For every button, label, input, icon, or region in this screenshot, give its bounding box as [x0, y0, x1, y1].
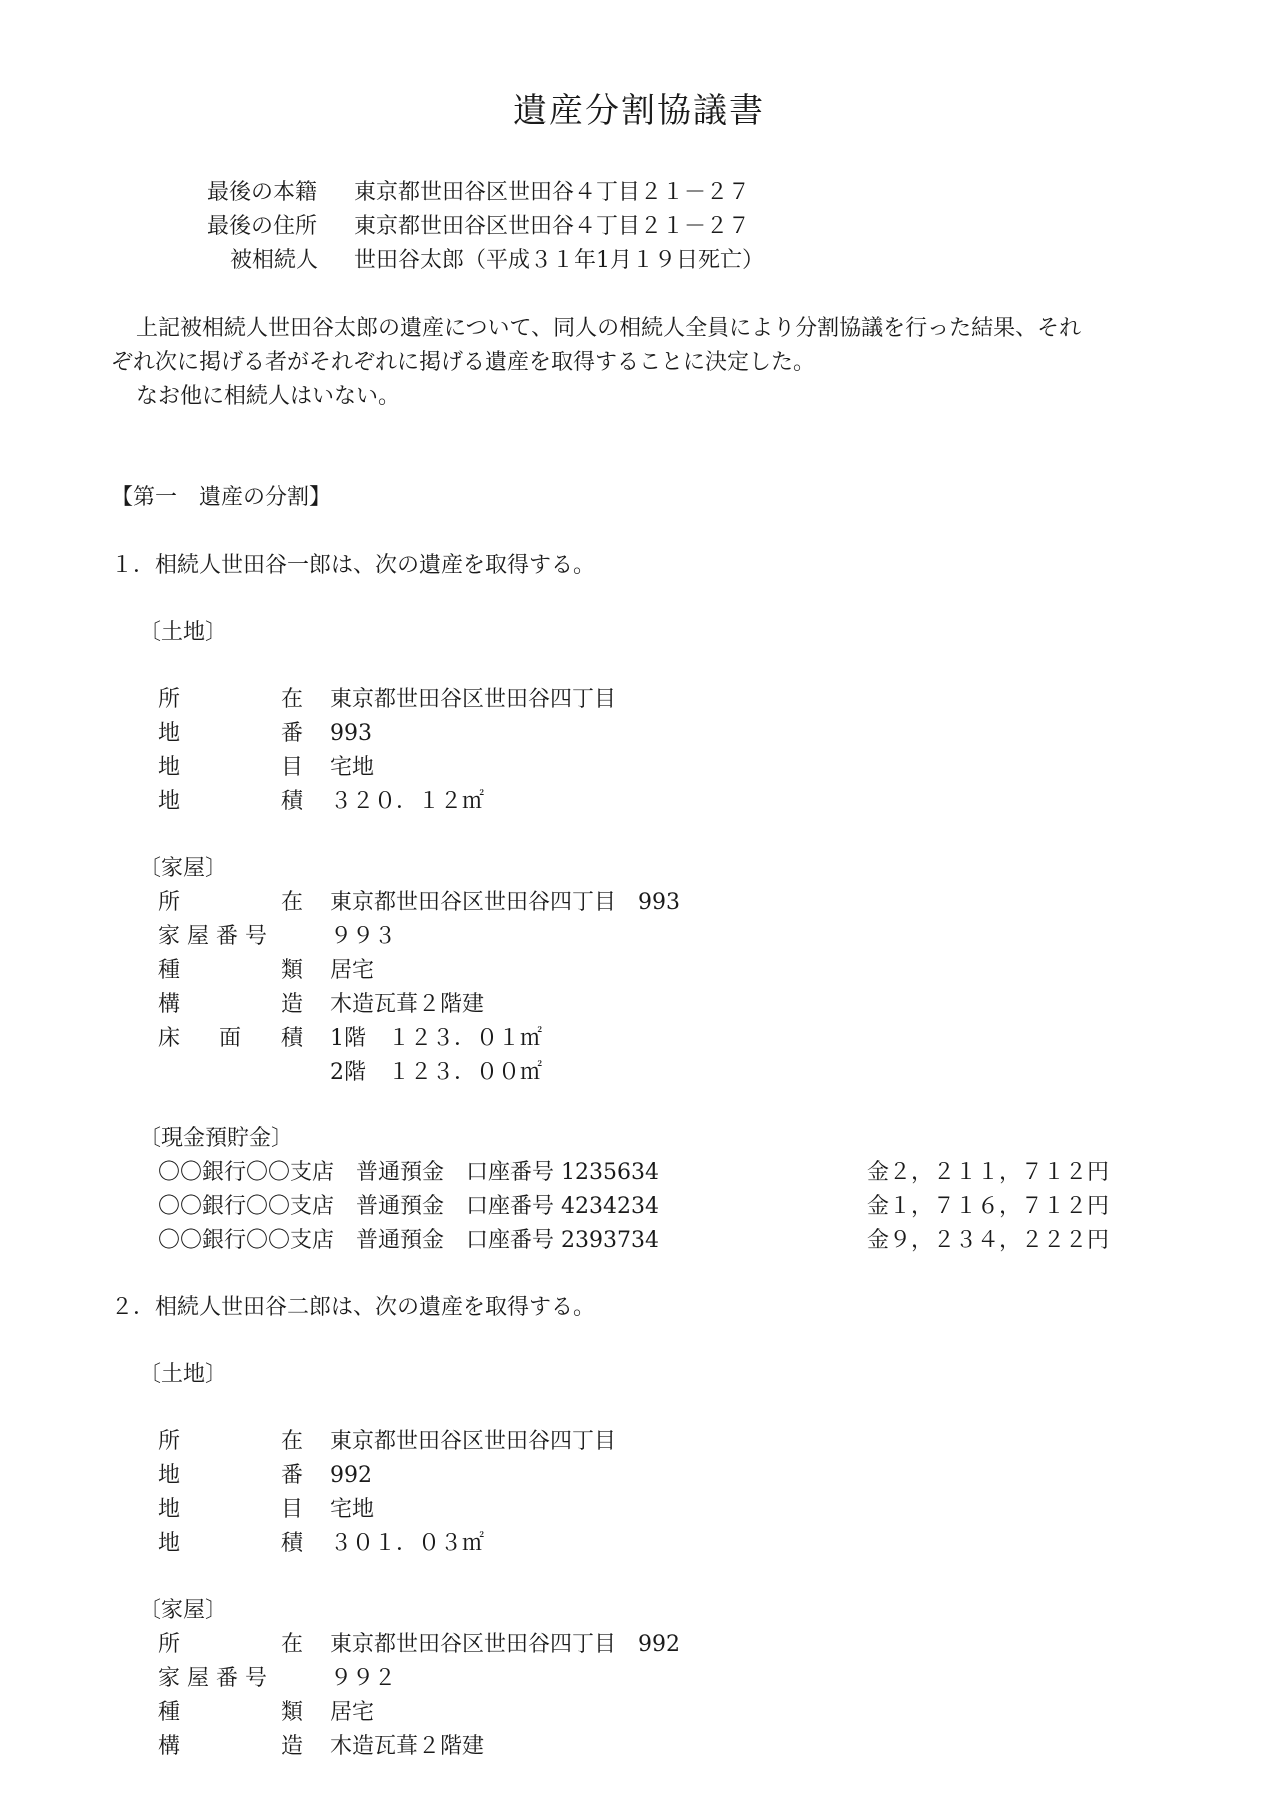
address-value: 東京都世田谷区世田谷４丁目２１－２７: [354, 214, 751, 239]
decedent-value: 世田谷太郎（平成３１年1月１９日死亡）: [354, 248, 764, 273]
land2-label-1b: 在: [281, 1429, 304, 1454]
intro-line-2: ぞれ次に掲げる者がそれぞれに掲げる遺産を取得することに決定した。: [111, 350, 816, 375]
house2-struct-label-b: 造: [281, 1734, 304, 1759]
cash-row-1-desc: 〇〇銀行〇〇支店 普通預金 口座番号 1235634: [158, 1160, 659, 1185]
document-title: 遺産分割協議書: [513, 91, 765, 131]
domicile-label: 最後の本籍: [207, 180, 318, 205]
heir-2-heading: ２．相続人世田谷二郎は、次の遺産を取得する。: [111, 1295, 596, 1320]
house-location-value: 東京都世田谷区世田谷四丁目 993: [330, 890, 680, 915]
house2-structure-value: 木造瓦葺２階建: [330, 1734, 485, 1759]
land-area-value: ３２０．１２㎡: [330, 789, 485, 814]
house2-loc-label-b: 在: [281, 1632, 304, 1657]
section-1-heading: 【第一 遺産の分割】: [111, 485, 332, 510]
house2-location-value: 東京都世田谷区世田谷四丁目 992: [330, 1632, 680, 1657]
domicile-value: 東京都世田谷区世田谷４丁目２１－２７: [354, 180, 751, 205]
house-area-label-b: 面: [219, 1026, 242, 1051]
house-type-label-a: 種: [158, 958, 181, 983]
land2-label-4b: 積: [281, 1531, 304, 1556]
heir-2-land-heading: 〔土地〕: [139, 1362, 228, 1387]
land2-label-3b: 目: [281, 1497, 304, 1522]
land-category-value: 宅地: [330, 755, 375, 780]
cash-row-2-amount: 金１，７１６，７１２円: [867, 1194, 1110, 1219]
house-struct-label-a: 構: [158, 992, 181, 1017]
land-label-2b: 番: [281, 721, 304, 746]
land-label-3b: 目: [281, 755, 304, 780]
house2-loc-label-a: 所: [158, 1632, 181, 1657]
house2-type-label-a: 種: [158, 1700, 181, 1725]
land-label-3a: 地: [158, 755, 181, 780]
cash-row-3-desc: 〇〇銀行〇〇支店 普通預金 口座番号 2393734: [158, 1228, 659, 1253]
land-label-1a: 所: [158, 687, 181, 712]
land-location-value: 東京都世田谷区世田谷四丁目: [330, 687, 617, 712]
heir-1-land-heading: 〔土地〕: [139, 620, 228, 645]
house-number-label: 家 屋 番 号: [158, 924, 267, 949]
house-area-label-a: 床: [158, 1026, 181, 1051]
land2-label-2b: 番: [281, 1463, 304, 1488]
land2-label-2a: 地: [158, 1463, 181, 1488]
house2-number-label: 家 屋 番 号: [158, 1666, 267, 1691]
heir-1-cash-heading: 〔現金預貯金〕: [139, 1126, 294, 1151]
house2-number-value: ９９２: [330, 1666, 397, 1691]
house-loc-label-b: 在: [281, 890, 304, 915]
house-type-label-b: 類: [281, 958, 304, 983]
land2-label-3a: 地: [158, 1497, 181, 1522]
land-label-1b: 在: [281, 687, 304, 712]
house-type-value: 居宅: [330, 958, 375, 983]
land2-location-value: 東京都世田谷区世田谷四丁目: [330, 1429, 617, 1454]
house2-struct-label-a: 構: [158, 1734, 181, 1759]
land-label-4a: 地: [158, 789, 181, 814]
heir-1-heading: １．相続人世田谷一郎は、次の遺産を取得する。: [111, 553, 596, 578]
cash-row-3-amount: 金９，２３４，２２２円: [867, 1228, 1110, 1253]
land2-area-value: ３０１．０３㎡: [330, 1531, 485, 1556]
decedent-label: 被相続人: [230, 248, 319, 273]
cash-row-2-desc: 〇〇銀行〇〇支店 普通預金 口座番号 4234234: [158, 1194, 659, 1219]
land2-category-value: 宅地: [330, 1497, 375, 1522]
address-label: 最後の住所: [207, 214, 318, 239]
house-number-value: ９９３: [330, 924, 397, 949]
intro-line-3: なお他に相続人はいない。: [136, 384, 401, 409]
house-struct-label-b: 造: [281, 992, 304, 1017]
heir-1-house-heading: 〔家屋〕: [139, 856, 228, 881]
heir-2-house-heading: 〔家屋〕: [139, 1598, 228, 1623]
house2-type-label-b: 類: [281, 1700, 304, 1725]
land2-lot-number-value: 992: [330, 1463, 372, 1488]
cash-row-1-amount: 金２，２１１，７１２円: [867, 1160, 1110, 1185]
land-label-2a: 地: [158, 721, 181, 746]
house-area-label-c: 積: [281, 1026, 304, 1051]
house2-type-value: 居宅: [330, 1700, 375, 1725]
land-label-4b: 積: [281, 789, 304, 814]
house-structure-value: 木造瓦葺２階建: [330, 992, 485, 1017]
house-floor-area-2: 2階 １２３．００㎡: [330, 1060, 542, 1085]
house-loc-label-a: 所: [158, 890, 181, 915]
intro-line-1: 上記被相続人世田谷太郎の遺産について、同人の相続人全員により分割協議を行った結果、それ: [136, 316, 1082, 341]
house-floor-area-1: 1階 １２３．０１㎡: [330, 1026, 542, 1051]
land2-label-1a: 所: [158, 1429, 181, 1454]
land2-label-4a: 地: [158, 1531, 181, 1556]
land-lot-number-value: 993: [330, 721, 372, 746]
